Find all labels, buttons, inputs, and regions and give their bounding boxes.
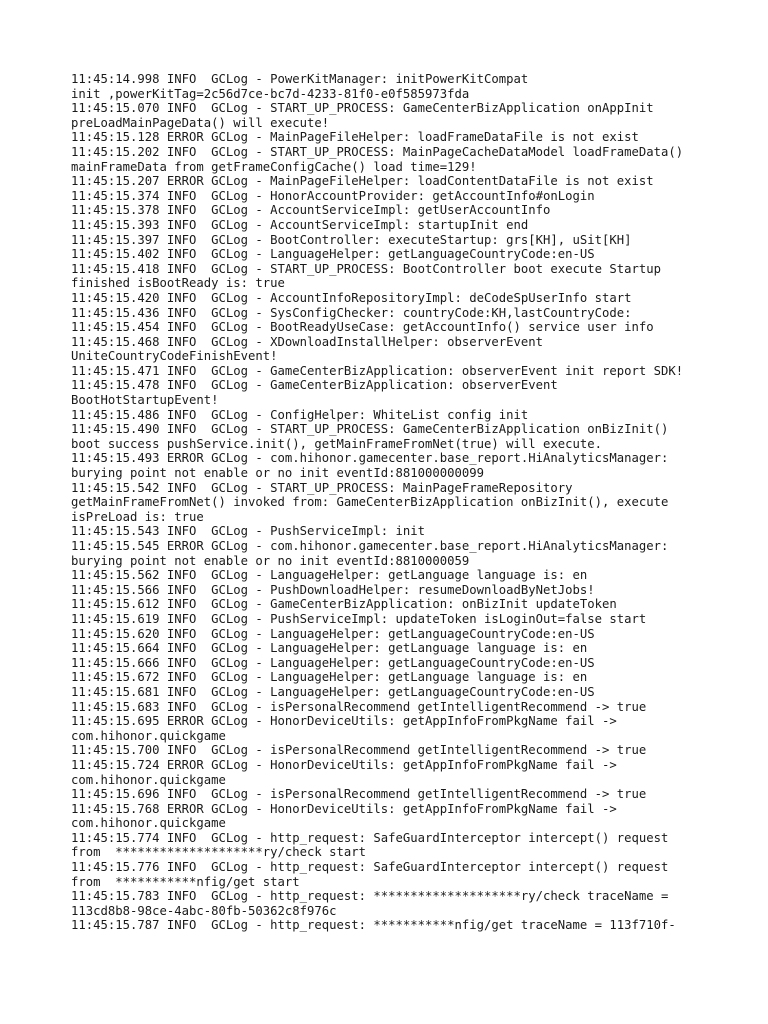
log-line: 11:45:15.397 INFO GCLog - BootController: executeStartup: grs[KH], uSit[KH]: [71, 232, 632, 247]
log-line: burying point not enable or no init eventId:881000000099: [71, 466, 485, 481]
log-line: 113cd8b8-98ce-4abc-80fb-50362c8f976c: [71, 903, 337, 918]
log-line: 11:45:15.468 INFO GCLog - XDownloadInstallHelper: observerEvent: [71, 334, 544, 349]
log-line: 11:45:15.666 INFO GCLog - LanguageHelper: getLanguageCountryCode:en-US: [71, 655, 595, 670]
log-line: 11:45:15.787 INFO GCLog - http_request: ***********nfig/get traceName = 113f710f-: [71, 918, 676, 933]
log-line: 11:45:15.478 INFO GCLog - GameCenterBizApplication: observerEvent: [71, 378, 558, 393]
log-line: 11:45:15.776 INFO GCLog - http_request: SafeGuardInterceptor intercept() request: [71, 860, 669, 875]
log-line: com.hihonor.quickgame: [71, 772, 226, 787]
log-line: 11:45:14.998 INFO GCLog - PowerKitManager: initPowerKitCompat: [71, 72, 529, 86]
log-line: 11:45:15.542 INFO GCLog - START_UP_PROCESS: MainPageFrameRepository: [71, 480, 573, 495]
log-line: 11:45:15.683 INFO GCLog - isPersonalRecommend getIntelligentRecommend -> true: [71, 699, 647, 714]
log-line: com.hihonor.quickgame: [71, 816, 226, 831]
log-line: 11:45:15.393 INFO GCLog - AccountServiceImpl: startupInit end: [71, 217, 529, 232]
log-line: 11:45:15.619 INFO GCLog - PushServiceImpl: updateToken isLoginOut=false start: [71, 611, 647, 626]
log-line: getMainFrameFromNet() invoked from: GameCenterBizApplication onBizInit(), execute: [71, 495, 669, 510]
log-line: from ********************ry/check start: [71, 845, 367, 860]
log-line: burying point not enable or no init eventId:8810000059: [71, 553, 470, 568]
log-line: com.hihonor.quickgame: [71, 728, 226, 743]
log-line: 11:45:15.420 INFO GCLog - AccountInfoRepositoryImpl: deCodeSpUserInfo start: [71, 290, 632, 305]
log-line: 11:45:15.672 INFO GCLog - LanguageHelper: getLanguage language is: en: [71, 670, 588, 685]
log-line: 11:45:15.543 INFO GCLog - PushServiceImpl: init: [71, 524, 426, 539]
log-line: 11:45:15.493 ERROR GCLog - com.hihonor.gamecenter.base_report.HiAnalyticsManager:: [71, 451, 669, 466]
log-line: mainFrameData from getFrameConfigCache() load time=129!: [71, 159, 477, 174]
log-line: 11:45:15.436 INFO GCLog - SysConfigChecker: countryCode:KH,lastCountryCode:: [71, 305, 632, 320]
log-line: 11:45:15.545 ERROR GCLog - com.hihonor.gamecenter.base_report.HiAnalyticsManager:: [71, 539, 669, 553]
log-line: finished isBootReady is: true: [71, 276, 285, 291]
log-line: 11:45:15.774 INFO GCLog - http_request: SafeGuardInterceptor intercept() request: [71, 830, 669, 845]
log-line: 11:45:15.128 ERROR GCLog - MainPageFileHelper: loadFrameDataFile is not exist: [71, 130, 639, 145]
log-line: 11:45:15.681 INFO GCLog - LanguageHelper: getLanguageCountryCode:en-US: [71, 684, 595, 699]
log-line: 11:45:15.202 INFO GCLog - START_UP_PROCESS: MainPageCacheDataModel loadFrameData(): [71, 144, 684, 159]
log-line: 11:45:15.207 ERROR GCLog - MainPageFileHelper: loadContentDataFile is not exist: [71, 174, 654, 189]
log-line: 11:45:15.378 INFO GCLog - AccountServiceImpl: getUserAccountInfo: [71, 203, 551, 218]
log-line: 11:45:15.486 INFO GCLog - ConfigHelper: WhiteList config init: [71, 407, 529, 422]
log-line: 11:45:15.696 INFO GCLog - isPersonalRecommend getIntelligentRecommend -> true: [71, 787, 647, 802]
log-line: boot success pushService.init(), getMainFrameFromNet(true) will execute.: [71, 436, 603, 451]
log-line: 11:45:15.374 INFO GCLog - HonorAccountProvider: getAccountInfo#onLogin: [71, 188, 595, 203]
log-line: 11:45:15.700 INFO GCLog - isPersonalRecommend getIntelligentRecommend -> true: [71, 743, 647, 758]
log-line: 11:45:15.620 INFO GCLog - LanguageHelper: getLanguageCountryCode:en-US: [71, 626, 595, 641]
log-line: 11:45:15.402 INFO GCLog - LanguageHelper: getLanguageCountryCode:en-US: [71, 247, 595, 262]
log-line: 11:45:15.768 ERROR GCLog - HonorDeviceUtils: getAppInfoFromPkgName fail ->: [71, 801, 617, 816]
log-line: isPreLoad is: true: [71, 509, 204, 524]
log-line: 11:45:15.070 INFO GCLog - START_UP_PROCESS: GameCenterBizApplication onAppInit: [71, 101, 654, 116]
log-line: 11:45:15.454 INFO GCLog - BootReadyUseCase: getAccountInfo() service user info: [71, 320, 654, 335]
log-line: 11:45:15.612 INFO GCLog - GameCenterBizApplication: onBizInit updateToken: [71, 597, 617, 612]
log-line: preLoadMainPageData() will execute!: [71, 115, 330, 130]
log-line: 11:45:15.566 INFO GCLog - PushDownloadHelper: resumeDownloadByNetJobs!: [71, 582, 595, 597]
log-line: 11:45:15.664 INFO GCLog - LanguageHelper: getLanguage language is: en: [71, 641, 588, 656]
log-line: BootHotStartupEvent!: [71, 393, 219, 408]
log-line: init ,powerKitTag=2c56d7ce-bc7d-4233-81f0-e0f585973fda: [71, 86, 470, 101]
log-line: 11:45:15.783 INFO GCLog - http_request: ********************ry/check traceName =: [71, 889, 669, 904]
log-document: [71, 72, 721, 933]
log-line: 11:45:15.418 INFO GCLog - START_UP_PROCESS: BootController boot execute Startup: [71, 261, 662, 276]
log-line: from ***********nfig/get start: [71, 874, 300, 889]
log-line: UniteCountryCodeFinishEvent!: [71, 349, 278, 364]
log-line: 11:45:15.695 ERROR GCLog - HonorDeviceUtils: getAppInfoFromPkgName fail ->: [71, 714, 617, 729]
log-line: 11:45:15.490 INFO GCLog - START_UP_PROCESS: GameCenterBizApplication onBizInit(): [71, 422, 669, 437]
log-line: 11:45:15.724 ERROR GCLog - HonorDeviceUtils: getAppInfoFromPkgName fail ->: [71, 757, 617, 772]
log-line: 11:45:15.562 INFO GCLog - LanguageHelper: getLanguage language is: en: [71, 568, 588, 583]
log-line: 11:45:15.471 INFO GCLog - GameCenterBizApplication: observerEvent init report SDK!: [71, 363, 684, 378]
